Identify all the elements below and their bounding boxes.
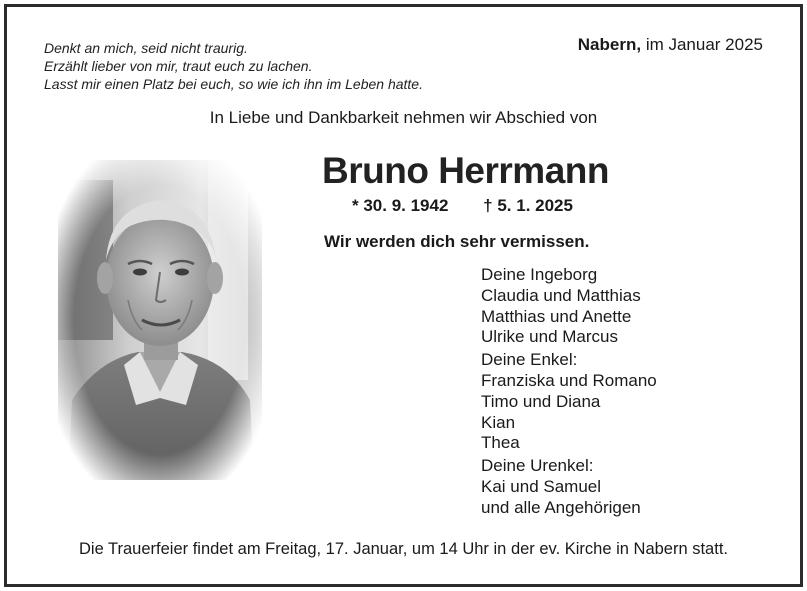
birth-date: * 30. 9. 1942 — [352, 196, 449, 215]
family-group — [481, 265, 657, 348]
poem — [44, 39, 423, 93]
death-date: † 5. 1. 2025 — [483, 196, 573, 215]
poem-line: Erzählt lieber von mir, traut euch zu lachen. — [44, 58, 313, 74]
life-dates — [352, 196, 573, 216]
place-date — [578, 35, 763, 55]
mourners-list — [481, 265, 657, 521]
mourner-line: Kian — [481, 412, 516, 432]
mourner-line: Thea — [481, 433, 520, 453]
mourner-line: Timo und Diana — [481, 391, 601, 411]
farewell-message: Wir werden dich sehr vermissen. — [324, 232, 590, 251]
group-title: Deine Enkel: — [481, 350, 578, 370]
funeral-notice: Die Trauerfeier findet am Freitag, 17. Januar, um 14 Uhr in der ev. Kirche in Nabern statt. — [78, 540, 728, 558]
poem-line: Lasst mir einen Platz bei euch, so wie ich ihn im Leben hatte. — [44, 76, 423, 92]
portrait-photo — [58, 160, 262, 480]
mourner-line: Claudia und Matthias — [481, 285, 641, 305]
mourner-line: Matthias und Anette — [481, 306, 632, 326]
poem-line: Denkt an mich, seid nicht traurig. — [44, 40, 248, 56]
intro-text: In Liebe und Dankbarkeit nehmen wir Abschied von — [209, 108, 598, 127]
place-date-text: im Januar 2025 — [645, 35, 763, 54]
group-title: Deine Urenkel: — [481, 456, 594, 476]
great-grandchildren-group — [481, 456, 657, 518]
mourner-line: Kai und Samuel — [481, 476, 602, 496]
deceased-name: Bruno Herrmann — [322, 150, 609, 191]
mourner-line: und alle Angehörigen — [481, 497, 641, 517]
mourner-line: Deine Ingeborg — [481, 265, 598, 284]
mourner-line: Franziska und Romano — [481, 370, 657, 390]
grandchildren-group — [481, 350, 657, 454]
place-town: Nabern, — [577, 35, 642, 54]
mourner-line: Ulrike und Marcus — [481, 327, 618, 347]
